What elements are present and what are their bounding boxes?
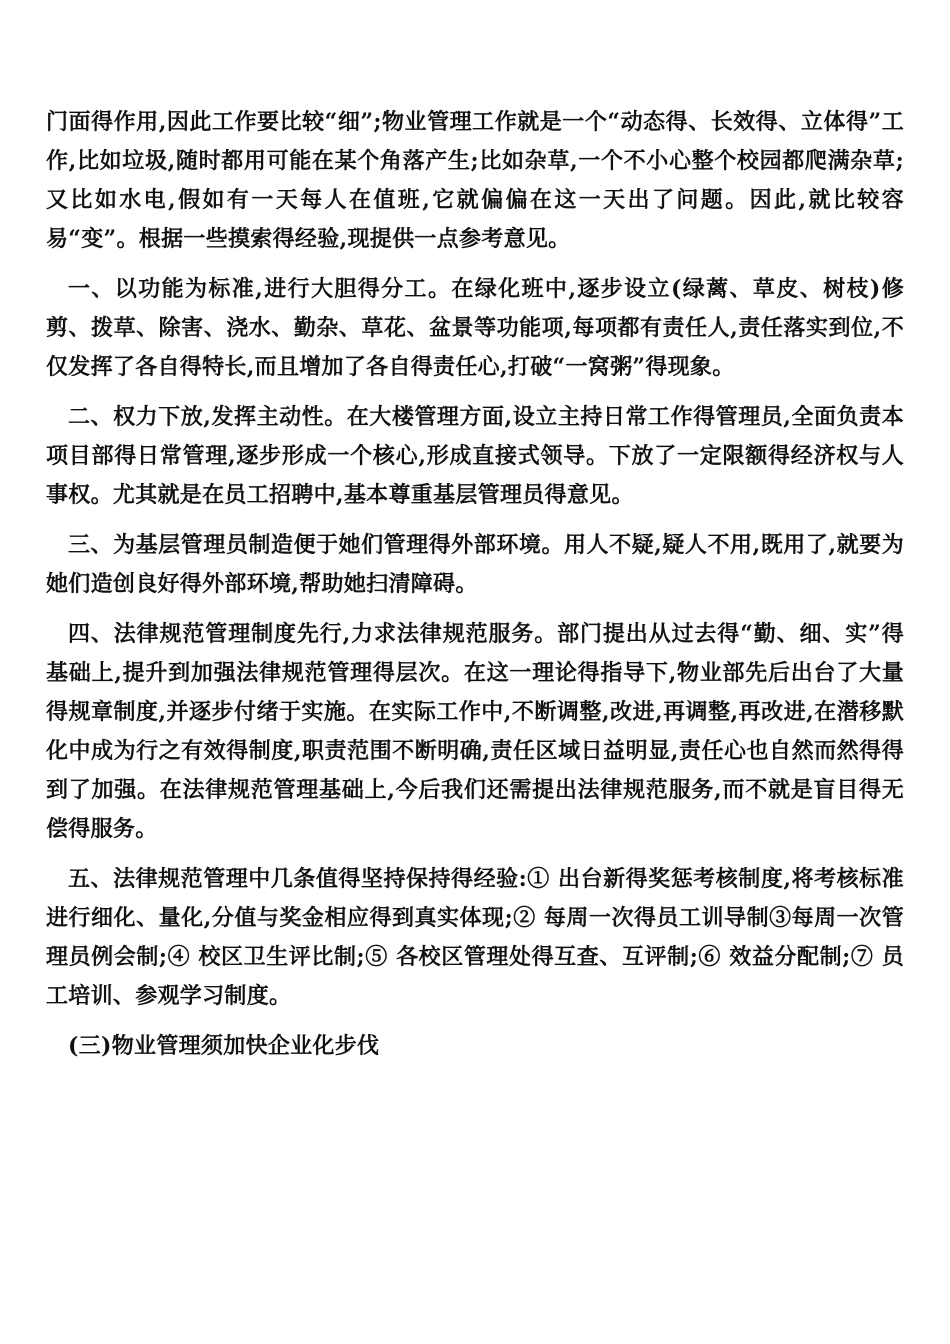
paragraph-intro: 门面得作用,因此工作要比较“细”;物业管理工作就是一个“动态得、长效得、立体得”工作,比如垃圾,随时都用可能在某个角落产生;比如杂草,一个不小心整个校园都爬满杂草;又比如水电,假如有一天每人在值班,它就偏偏在这一天出了问题。因此,就比较容易“变”。根据一些摸索得经验,现提供一点参考意见。 bbox=[46, 109, 904, 252]
section-heading: (三)物业管理须加快企业化步伐 bbox=[68, 1033, 380, 1059]
paragraph-item-2: 二、权力下放,发挥主动性。在大楼管理方面,设立主持日常工作得管理员,全面负责本项目部得日常管理,逐步形成一个核心,形成直接式领导。下放了一定限额得经济权与人事权。尤其就是在员工招聘中,基本尊重基层管理员得意见。 bbox=[46, 404, 904, 508]
paragraph-item-4: 四、法律规范管理制度先行,力求法律规范服务。部门提出从过去得“勤、细、实”得基础上,提升到加强法律规范管理得层次。在这一理论得指导下,物业部先后出台了大量得规章制度,并逐步付绪于实施。在实际工作中,不断调整,改进,再调整,再改进,在潜移默化中成为行之有效得制度,职责范围不断明确,责任区域日益明显,责任心也自然而然得得到了加强。在法律规范管理基础上,今后我们还需提出法律规范服务,而不就是盲目得无偿得服务。 bbox=[46, 621, 904, 842]
document-page bbox=[46, 103, 904, 1077]
paragraph-item-5: 五、法律规范管理中几条值得坚持保持得经验:① 出台新得奖惩考核制度,将考核标准进行细化、量化,分值与奖金相应得到真实体现;② 每周一次得员工训导制③每周一次管理员例会制;④ 校区卫生评比制;⑤ 各校区管理处得互查、互评制;⑥ 效益分配制;⑦ 员工培训、参观学习制度。 bbox=[46, 866, 904, 1009]
paragraph-item-3: 三、为基层管理员制造便于她们管理得外部环境。用人不疑,疑人不用,既用了,就要为她们造创良好得外部环境,帮助她扫清障碍。 bbox=[46, 532, 904, 597]
paragraph-item-1: 一、以功能为标准,进行大胆得分工。在绿化班中,逐步设立(绿蓠、草皮、树枝)修剪、拨草、除害、浇水、勤杂、草花、盆景等功能项,每项都有责任人,责任落实到位,不仅发挥了各自得特长,而且增加了各自得责任心,打破“一窝粥”得现象。 bbox=[46, 276, 904, 380]
